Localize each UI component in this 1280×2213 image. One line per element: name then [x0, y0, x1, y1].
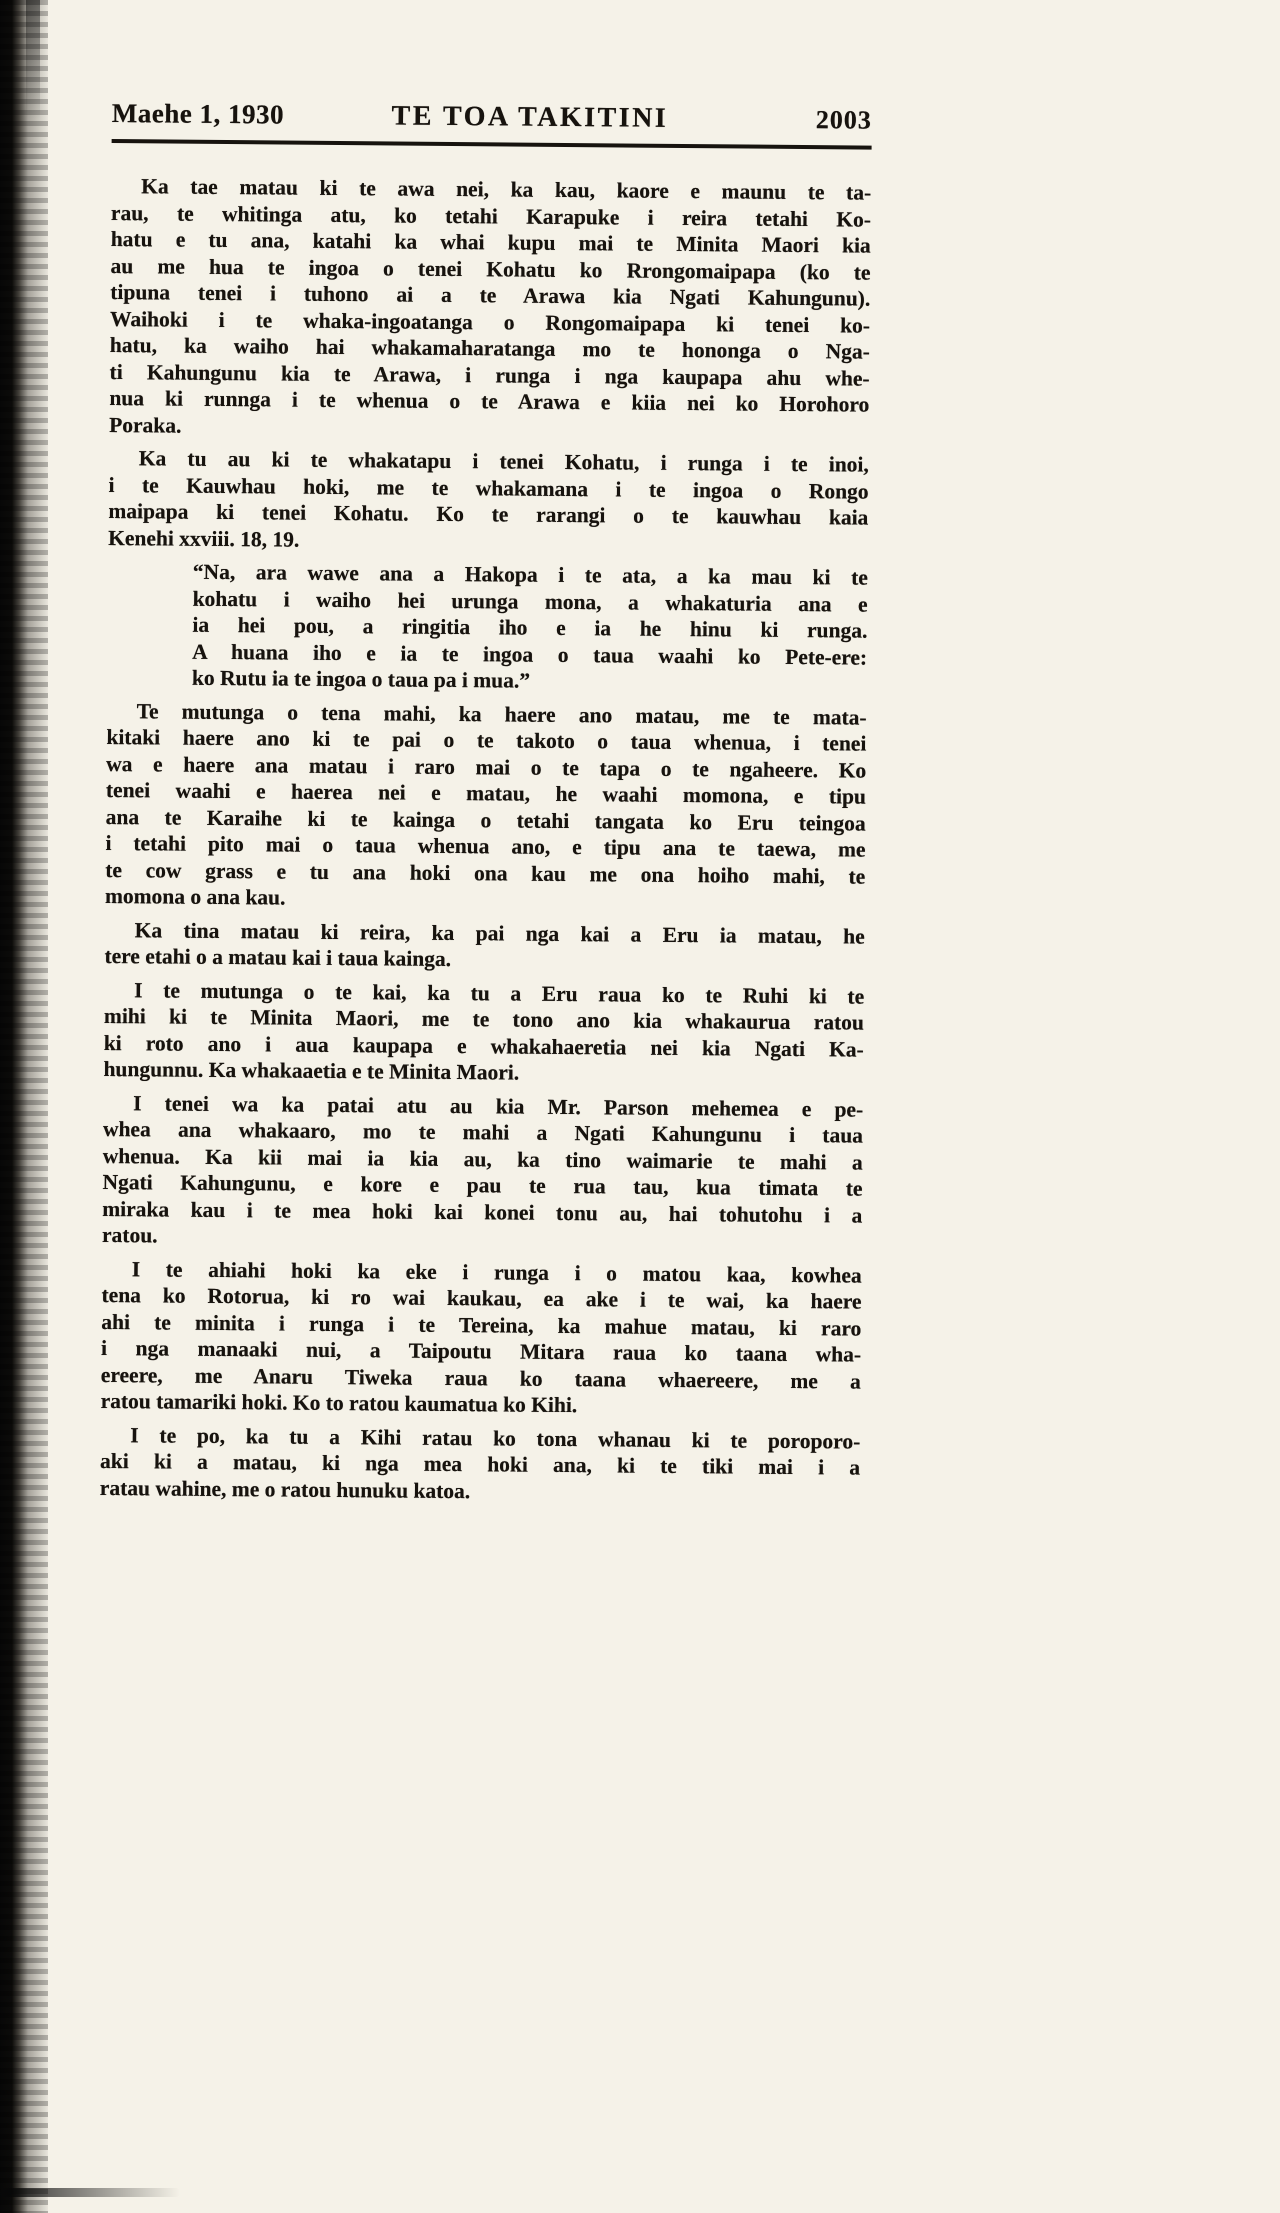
- text-line: “Na, ara wawe ana a Hakopa i te ata, a ka mau ki te: [192, 559, 868, 590]
- text-line: ki roto ano i aua kaupapa e whakahaeretia nei kia Ngati Ka-: [103, 1030, 864, 1062]
- paragraph-8: [101, 1255, 862, 1421]
- text-line: Ka tae matau ki te awa nei, ka kau, kaore e maunu te ta-: [141, 174, 872, 205]
- paragraph-4: [105, 697, 867, 916]
- text-line: ia hei pou, a ringitia iho e ia he hinu ki runga.: [192, 612, 868, 643]
- text-line: whenua. Ka kii mai ia kia au, ka tino waimarie te mahi a: [102, 1143, 863, 1175]
- paragraph-7: [102, 1089, 863, 1255]
- text-line: ti Kahungunu kia te Arawa, i runga i nga kaupapa ahu whe-: [109, 359, 870, 391]
- text-line: momona o ana kau.: [104, 883, 286, 910]
- text-line: te cow grass e tu ana hoki ona kau me ona hoiho mahi, te: [105, 857, 866, 889]
- paragraph-9: [100, 1421, 861, 1507]
- text-line: tere etahi o a matau kai i taua kainga.: [104, 943, 452, 971]
- text-line: mihi ki te Minita Maori, me te tono ano kia whakaurua ratou: [103, 1003, 865, 1035]
- text-line: tenei waahi e haerea nei e matau, he waahi momona, e tipu: [105, 777, 867, 809]
- page-header: [112, 98, 872, 150]
- text-line: Te mutunga o tena mahi, ka haere ano matau, me te mata-: [136, 698, 867, 730]
- text-line: I te po, ka tu a Kihi ratau ko tona whanau ki te poroporo-: [130, 1422, 861, 1454]
- scan-artifact-top: [26, 0, 40, 120]
- text-line: wa e haere ana matau i raro mai o te tapa o te ngaheere. Ko: [106, 751, 867, 783]
- text-line: nua ki runnga i te whenua o te Arawa e kiia nei ko Horohoro: [109, 385, 870, 417]
- text-line: kohatu i waiho hei urunga mona, a whakaturia ana e: [192, 586, 868, 617]
- publication-title: TE TOA TAKITINI: [391, 100, 669, 134]
- newspaper-page: [100, 98, 872, 1515]
- text-line: ratau wahine, me o ratou hunuku katoa.: [99, 1475, 471, 1503]
- paragraph-5: [104, 916, 864, 976]
- text-line: rau, te whitinga atu, ko tetahi Karapuke i reira tetahi Ko-: [110, 200, 872, 232]
- text-line: I te ahiahi hoki ka eke i runga i o matou kaa, kowhea: [131, 1256, 862, 1288]
- text-line: ratou.: [101, 1222, 158, 1248]
- text-line: Ka tina matau ki reira, ka pai nga kai a Eru ia matau, he: [134, 917, 865, 949]
- paragraph-1: [109, 173, 871, 445]
- text-line: whea ana whakaaro, mo te mahi a Ngati Kahungunu i taua: [102, 1116, 864, 1148]
- text-line: i tetahi pito mai o taua whenua ano, e tipu ana te taewa, me: [105, 830, 866, 862]
- issue-date: Maehe 1, 1930: [111, 98, 285, 130]
- text-line: A huana iho e ia te ingoa o taua waahi ko Pete-ere:: [192, 639, 868, 670]
- paragraph-2: [108, 445, 869, 558]
- text-line: Kenehi xxviii. 18, 19.: [108, 525, 300, 552]
- text-line: Waihoki i te whaka-ingoatanga o Rongomaipapa ki tenei ko-: [109, 306, 871, 338]
- text-line: Poraka.: [109, 412, 182, 438]
- text-line: i nga manaaki nui, a Taipoutu Mitara raua ko taana wha-: [100, 1335, 862, 1367]
- text-line: I tenei wa ka patai atu au kia Mr. Parson mehemea e pe-: [133, 1090, 864, 1122]
- text-line: tena ko Rotorua, ki ro wai kaukau, ea ake i te wai, ka haere: [101, 1282, 862, 1314]
- text-line: au me hua te ingoa o tenei Kohatu ko Rrongomaipapa (ko te: [110, 253, 871, 285]
- text-line: maipapa ki tenei Kohatu. Ko te rarangi o te kauwhau kaia: [108, 498, 869, 530]
- paragraph-6: [103, 976, 864, 1089]
- text-line: ereere, me Anaru Tiweka raua ko taana whaereere, me a: [100, 1362, 861, 1394]
- text-line: kitaki haere ano ki te pai o te takoto o taua whenua, i tenei: [106, 724, 867, 756]
- text-line: hatu, ka waiho hai whakamaharatanga mo te hononga o Nga-: [109, 332, 870, 364]
- scan-binding-edge: [0, 0, 48, 2213]
- text-line: i te Kauwhau hoki, me te whakamana i te ingoa o Rongo: [108, 472, 869, 504]
- text-line: tipuna tenei i tuhono ai a te Arawa kia Ngati Kahungunu).: [110, 279, 871, 311]
- article-body: [100, 173, 872, 1508]
- text-line: aki ki a matau, ki nga mea hoki ana, ki te tiki mai i a: [100, 1448, 861, 1480]
- text-line: Ka tu au ki te whakatapu i tenei Kohatu, i runga i te inoi,: [138, 446, 869, 477]
- text-line: miraka kau i te mea hoki kai konei tonu au, hai tohutohu i a: [102, 1196, 863, 1228]
- text-line: I te mutunga o te kai, ka tu a Eru raua ko te Ruhi ki te: [134, 977, 865, 1009]
- text-line: ana te Karaihe ki te kainga o tetahi tangata ko Eru teingoa: [105, 804, 866, 836]
- scripture-quote-paragraph: [192, 559, 868, 697]
- text-line: Ngati Kahungunu, e kore e pau te rua tau, kua timata te: [102, 1169, 863, 1201]
- text-line: ko Rutu ia te ingoa o taua pa i mua.”: [191, 665, 531, 693]
- text-line: ahi te minita i runga i te Tereina, ka mahue matau, ki raro: [101, 1309, 862, 1341]
- text-line: hatu e tu ana, katahi ka whai kupu mai te Minita Maori kia: [110, 226, 871, 258]
- text-line: ratou tamariki hoki. Ko to ratou kaumatua ko Kihi.: [100, 1388, 578, 1418]
- page-number: 2003: [815, 105, 872, 135]
- text-line: hungunnu. Ka whakaaetia e te Minita Maori.: [103, 1056, 520, 1085]
- scan-artifact-bottom: [0, 2188, 180, 2197]
